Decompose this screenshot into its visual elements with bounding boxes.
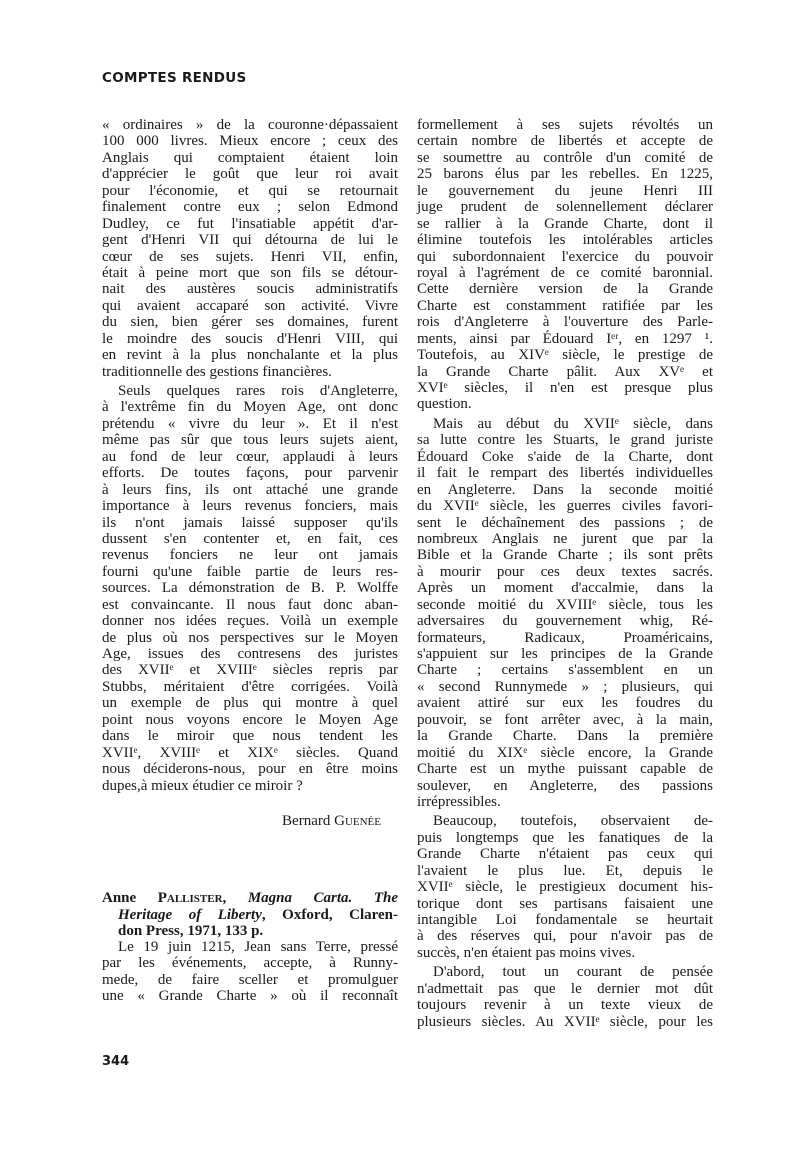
- text-line: Charte ; certains s'assemblent en un: [417, 662, 713, 679]
- text-line: « second Runnymede » ; plusieurs, qui: [417, 678, 713, 695]
- text-line: intangible Loi fondamentale se heurtait: [417, 912, 713, 928]
- text-line: Stubbs, méritaient d'être corrigées. Voilà: [102, 678, 398, 695]
- text-line: fourni qu'une faible partie de leurs res-: [102, 563, 398, 580]
- text-line: nombreux Anglais ne jurent que par la: [417, 530, 713, 547]
- text-line: Charte est un mythe puissant capable de: [417, 761, 713, 778]
- text-line: une « Grande Charte » où il reconnaît: [102, 988, 398, 1005]
- text-line: certain nombre de libertés et accepte de: [417, 133, 713, 150]
- text-line: Bible et la Grande Charte ; ils sont prêts: [417, 547, 713, 564]
- text-line: 100 000 livres. Mieux encore ; ceux des: [102, 133, 398, 150]
- text-line: est convaincante. Il nous faut donc aban-: [102, 596, 398, 613]
- book-title-part2: Heritage of Liberty: [118, 906, 262, 923]
- text-line: des XVIIᵉ et XVIIIᵉ siècles repris par: [102, 662, 398, 679]
- text-line: Charte est constamment ratifiée par les: [417, 297, 713, 314]
- text-line: au fond de leur cœur, applaudi à leurs: [102, 448, 398, 465]
- review-start-paragraphs: [102, 939, 398, 1005]
- text-line: succès, n'en étaient pas moins vives.: [417, 944, 636, 961]
- text-line: XVIᵉ siècles, il n'en est presque plus: [417, 380, 713, 396]
- text-line: formellement à ses sujets révoltés un: [417, 117, 713, 133]
- text-line: toujours revenir à un texte vieux de: [417, 997, 713, 1014]
- right-column-paragraphs: [417, 117, 713, 1030]
- left-column-review-start: [102, 939, 398, 1008]
- page-number: 344: [102, 1054, 130, 1069]
- text-line: se soumettre au contrôle d'un comité de: [417, 149, 713, 166]
- left-column-paragraphs: [102, 117, 398, 794]
- paragraph: [417, 813, 713, 961]
- text-line: n'admettait pas que le dernier mot dût: [417, 980, 713, 997]
- text-line: il fait le rempart des libertés individuelles: [417, 465, 713, 482]
- text-line: qui subordonnaient l'exercice du pouvoir: [417, 248, 713, 265]
- text-line: rois d'Angleterre à l'ouverture des Parle-: [417, 314, 713, 331]
- running-header: COMPTES RENDUS: [102, 70, 247, 86]
- text-line: formateurs, Radicaux, Proaméricains,: [417, 629, 713, 646]
- text-line: adversaires du gouvernement whig, Ré-: [417, 613, 713, 630]
- text-line: plusieurs siècles. Au XVIIᵉ siècle, pour les: [417, 1013, 713, 1030]
- author-first-name: Anne: [102, 890, 137, 906]
- text-line: seconde moitié du XVIIIᵉ siècle, tous les: [417, 596, 713, 613]
- paragraph: [417, 117, 713, 413]
- text-line: en revint à la plus nonchalante et la plus: [102, 347, 398, 364]
- text-line: Anglais qui comptaient étaient loin: [102, 149, 398, 166]
- text-line: D'abord, tout un courant de pensée: [433, 964, 713, 981]
- text-line: point nous voyons encore le Moyen Age: [102, 711, 398, 728]
- text-line: dussent s'en contenter et, en fait, ces: [102, 530, 398, 547]
- text-line: cœur de ses sujets. Henri VII, enfin,: [102, 248, 398, 265]
- signature-last-name: Guenée: [334, 812, 381, 829]
- text-line: question.: [417, 396, 472, 413]
- text-line: gent d'Henri VII qui détourna de lui le: [102, 232, 398, 249]
- text-line: moitié du XIXᵉ siècle encore, la Grande: [417, 744, 713, 761]
- text-line: dupes,à mieux étudier ce miroir ?: [102, 777, 303, 794]
- text-line: dans le miroir que nous tendent les: [102, 728, 398, 745]
- text-line: royal à l'agrément de ce comité baronnial.: [417, 264, 713, 281]
- text-line: Mais au début du XVIIᵉ siècle, dans: [433, 415, 713, 432]
- text-line: ments, ainsi par Édouard Iᵉʳ, en 1297 ¹.: [417, 330, 713, 347]
- paragraph: [102, 939, 398, 1005]
- paragraph: [417, 964, 713, 1030]
- text-line: à mourir pour ces deux textes sacrés.: [417, 563, 713, 580]
- right-column: [417, 117, 713, 1033]
- text-line: pour l'économie, et qui se retournait: [102, 182, 398, 199]
- publisher-part1: , Oxford, Claren-: [261, 906, 398, 923]
- publisher-part2: don Press, 1971, 133 p.: [118, 923, 264, 939]
- text-line: « ordinaires » de la couronne·dépassaient: [102, 117, 398, 133]
- text-line: mede, de faire sceller et promulguer: [102, 971, 398, 988]
- text-line: même pas sûr que tous leurs sujets aient,: [102, 432, 398, 449]
- text-line: de plus où nos perspectives sur le Moyen: [102, 629, 398, 646]
- text-line: qui avaient accaparé son activité. Vivre: [102, 297, 398, 314]
- text-line: l'avaient le plus lue. Et, depuis le: [417, 862, 713, 879]
- text-line: torique dont ses partisans faisaient une: [417, 895, 713, 912]
- text-line: du sien, bien gérer ses domaines, furent: [102, 314, 398, 331]
- text-line: avaient attiré sur eux les foudres du: [417, 695, 713, 712]
- paragraph: [102, 117, 398, 380]
- review-heading: Anne Pallister, Magna Carta. The Heritage of Liberty, Oxford, Claren- don Press, 1971, 133 p.: [102, 890, 399, 939]
- signature-first-name: Bernard: [282, 812, 331, 829]
- text-line: pouvoir, se font arrêter avec, à la main,: [417, 711, 713, 728]
- text-line: ils n'ont jamais laissé supposer qu'ils: [102, 514, 398, 531]
- text-line: Age, issues des contresens des juristes: [102, 646, 398, 662]
- text-line: Seuls quelques rares rois d'Angleterre,: [118, 383, 398, 399]
- text-line: à l'extrême fin du Moyen Age, ont donc: [102, 399, 398, 416]
- text-line: irrépressibles.: [417, 793, 501, 810]
- text-line: la Grande Charte. Dans la première: [417, 728, 713, 745]
- text-line: le moindre des soucis d'Henri VIII, qui: [102, 330, 398, 347]
- text-line: nait des austères soucis administratifs: [102, 281, 398, 298]
- text-line: traditionnelle des gestions financières.: [102, 363, 332, 380]
- text-line: Le 19 juin 1215, Jean sans Terre, pressé: [118, 939, 398, 955]
- author-last-name: Pallister: [157, 890, 223, 906]
- text-line: prétendu « vivre du leur ». Et il n'est: [102, 415, 398, 432]
- text-line: XVIIᵉ, XVIIIᵉ et XIXᵉ siècles. Quand: [102, 744, 398, 761]
- text-line: sa lutte contre les Stuarts, le grand juriste: [417, 432, 713, 449]
- text-line: Après un moment d'accalmie, dans la: [417, 580, 713, 597]
- text-line: le gouvernement du jeune Henri III: [417, 182, 713, 199]
- text-line: s'appuient sur les principes de la Grande: [417, 646, 713, 662]
- book-title-part1: Magna Carta. The: [247, 890, 399, 906]
- paragraph: [102, 383, 398, 794]
- text-line: à leurs fins, ils ont attaché une grande: [102, 481, 398, 498]
- text-line: du XVIIᵉ siècle, les guerres civiles favori-: [417, 498, 713, 515]
- text-line: 25 barons élus par les rebelles. En 1225,: [417, 166, 713, 183]
- text-line: revenus fonciers ne leur ont jamais: [102, 547, 398, 564]
- text-line: se rallier à la Grande Charte, dont il: [417, 215, 713, 232]
- text-line: Cette dernière version de la Grande: [417, 281, 713, 298]
- text-line: puis longtemps que les fanatiques de la: [417, 829, 713, 846]
- left-column: [102, 117, 398, 830]
- text-line: en Angleterre. Dans la seconde moitié: [417, 481, 713, 498]
- text-line: la Grande Charte pâlit. Aux XVᵉ et: [417, 363, 713, 380]
- text-line: sent le déchaînement des passions ; de: [417, 514, 713, 531]
- text-line: élimine toutefois les intolérables articles: [417, 232, 713, 249]
- text-line: soulever, en Angleterre, des passions: [417, 777, 713, 794]
- text-line: d'apprécier le goût que leur roi avait: [102, 166, 398, 183]
- text-line: donner nos idées reçues. Voilà un exemple: [102, 613, 398, 630]
- text-line: Toutefois, au XIVᵉ siècle, le prestige de: [417, 347, 713, 364]
- text-line: Grande Charte n'étaient pas ceux qui: [417, 846, 713, 863]
- text-line: nous déciderons-nous, pour en être moins: [102, 761, 398, 778]
- text-line: Édouard Coke s'aide de la Charte, dont: [417, 448, 713, 465]
- text-line: XVIIᵉ siècle, le prestigieux document his-: [417, 879, 713, 896]
- text-line: importance à leurs revenus fonciers, mais: [102, 498, 398, 515]
- text-line: un exemple de plus qui montre à quel: [102, 695, 398, 712]
- text-line: par les événements, accepte, à Runny-: [102, 955, 398, 972]
- text-line: était à peine mort que son fils se détour-: [102, 264, 398, 281]
- text-line: finalement contre eux ; selon Edmond: [102, 199, 398, 216]
- text-line: sources. La démonstration de B. P. Wolffe: [102, 580, 398, 597]
- review-signature: [102, 813, 398, 830]
- text-line: Dudley, ce fut l'insatiable appétit d'ar-: [102, 215, 398, 232]
- text-line: efforts. De toutes façons, pour parvenir: [102, 465, 398, 482]
- paragraph: [417, 416, 713, 811]
- text-line: à des réserves qui, pour n'avoir pas de: [417, 928, 713, 945]
- text-line: Beaucoup, toutefois, observaient de-: [433, 813, 713, 830]
- text-line: juge prudent de solennellement déclarer: [417, 199, 713, 216]
